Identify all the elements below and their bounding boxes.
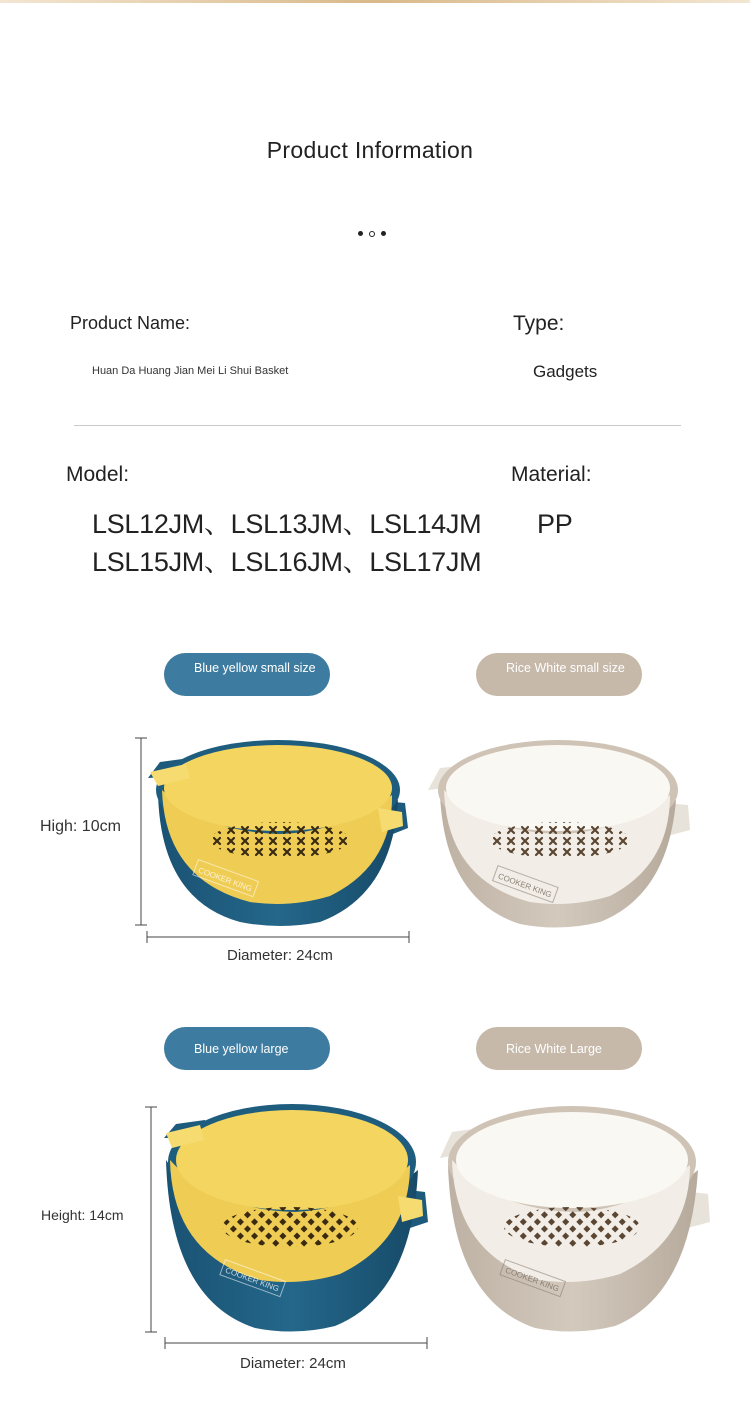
svg-text:COOKER KING: COOKER KING bbox=[496, 871, 553, 900]
large-rice-white-basket bbox=[440, 1106, 710, 1332]
small-blue-yellow-basket bbox=[148, 740, 408, 926]
large-blue-yellow-pill: Blue yellow large bbox=[164, 1027, 330, 1070]
large-height-bracket bbox=[145, 1107, 157, 1332]
large-height-label: Height: 14cm bbox=[41, 1207, 124, 1223]
small-blue-yellow-pill: Blue yellow small size bbox=[164, 653, 330, 696]
large-diameter-bracket bbox=[165, 1337, 427, 1349]
svg-text:COOKER KING: COOKER KING bbox=[197, 865, 254, 894]
product-name-value: Huan Da Huang Jian Mei Li Shui Basket bbox=[92, 365, 289, 377]
model-line-1: LSL12JM、LSL13JM、LSL14JM bbox=[92, 509, 482, 539]
svg-text:COOKER KING: COOKER KING bbox=[504, 1265, 561, 1294]
small-rice-white-basket bbox=[428, 740, 690, 928]
model-label: Model: bbox=[66, 463, 130, 486]
material-value: PP bbox=[537, 509, 573, 539]
svg-text:COOKER KING: COOKER KING bbox=[224, 1265, 281, 1294]
small-diameter-label: Diameter: 24cm bbox=[227, 947, 333, 964]
small-height-bracket bbox=[135, 738, 147, 925]
page-title: Product Information bbox=[266, 137, 474, 163]
large-rice-white-pill: Rice White Large bbox=[476, 1027, 642, 1070]
small-rice-white-pill: Rice White small size bbox=[476, 653, 642, 696]
large-diameter-label: Diameter: 24cm bbox=[240, 1355, 346, 1372]
type-label: Type: bbox=[513, 312, 565, 335]
large-blue-yellow-basket bbox=[164, 1104, 428, 1332]
model-line-2: LSL15JM、LSL16JM、LSL17JM bbox=[92, 547, 482, 577]
small-diameter-bracket bbox=[147, 931, 409, 943]
small-height-label: High: 10cm bbox=[40, 818, 121, 835]
type-value: Gadgets bbox=[533, 362, 598, 381]
product-name-label: Product Name: bbox=[70, 313, 191, 333]
material-label: Material: bbox=[511, 463, 592, 486]
